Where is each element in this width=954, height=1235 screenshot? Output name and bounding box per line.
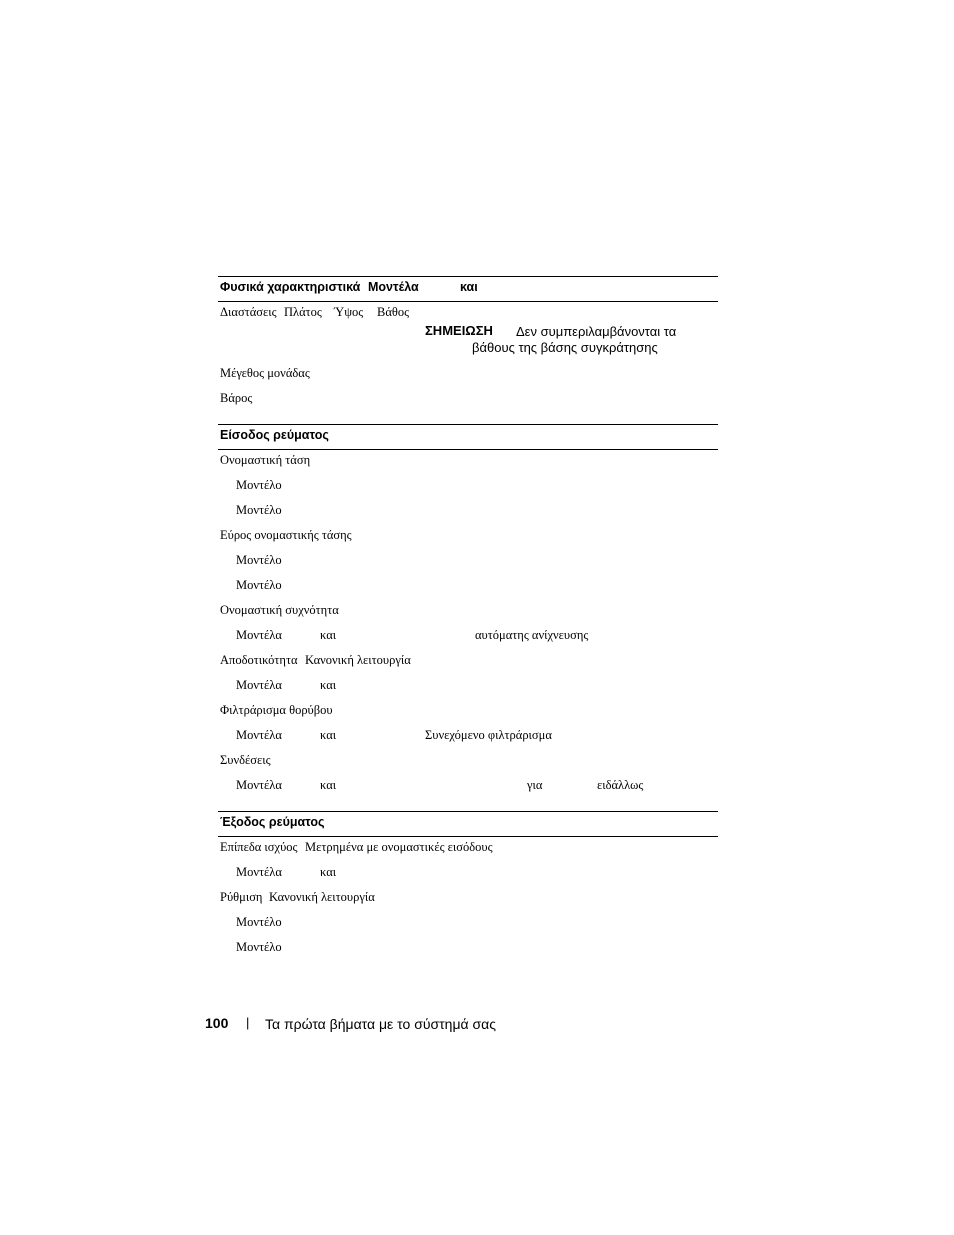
section-rule-output-top <box>218 811 718 812</box>
row-voltage-range: Εύρος ονομαστικής τάσης <box>220 528 352 542</box>
levels-measured: Μετρημένα με ονομαστικές εισόδους <box>305 840 493 854</box>
note-label: ΣΗΜΕΙΩΣΗ <box>425 323 493 338</box>
row-model: Μοντέλο <box>236 478 282 492</box>
row-model: Μοντέλο <box>236 915 282 929</box>
row-weight: Βάρος <box>220 391 253 405</box>
section-rule-input-top <box>218 424 718 425</box>
footer-separator: | <box>246 1015 250 1030</box>
freq-and: και <box>320 628 337 642</box>
footer-title: Τα πρώτα βήματα με το σύστημά σας <box>265 1016 496 1032</box>
conn-otherwise: ειδάλλως <box>597 778 644 792</box>
conn-and: και <box>320 778 337 792</box>
efficiency-normal-op: Κανονική λειτουργία <box>305 653 411 667</box>
dim-width: Πλάτος <box>284 305 322 319</box>
dim-depth: Βάθος <box>377 305 410 319</box>
dim-height: Ύψος <box>334 305 364 319</box>
row-model: Μοντέλο <box>236 940 282 954</box>
regulation-normal-op: Κανονική λειτουργία <box>269 890 375 904</box>
table-top-rule <box>218 276 718 277</box>
section-header-physical: Φυσικά χαρακτηριστικά <box>220 280 361 294</box>
header-rule <box>218 301 718 302</box>
row-efficiency: Αποδοτικότητα <box>220 653 298 667</box>
noise-continuous: Συνεχόμενο φιλτράρισμα <box>425 728 552 742</box>
section-header-power-input: Είσοδος ρεύματος <box>220 428 329 442</box>
row-regulation: Ρύθμιση <box>220 890 263 904</box>
note-line-2: βάθους της βάσης συγκράτησης <box>472 340 658 355</box>
freq-auto-detect: αυτόματης ανίχνευσης <box>475 628 589 642</box>
section-rule-output-bottom <box>218 836 718 837</box>
row-model: Μοντέλο <box>236 553 282 567</box>
freq-models: Μοντέλα <box>236 628 282 642</box>
conn-models: Μοντέλα <box>236 778 282 792</box>
row-dimensions: Διαστάσεις <box>220 305 277 319</box>
row-noise-filter: Φιλτράρισμα θορύβου <box>220 703 333 717</box>
levels-models: Μοντέλα <box>236 865 282 879</box>
row-connections: Συνδέσεις <box>220 753 271 767</box>
section-rule-input-bottom <box>218 449 718 450</box>
note-line-1: Δεν συμπεριλαμβάνονται τα <box>516 324 677 339</box>
noise-models: Μοντέλα <box>236 728 282 742</box>
page-number: 100 <box>205 1015 229 1031</box>
row-power-levels: Επίπεδα ισχύος <box>220 840 298 854</box>
levels-and: και <box>320 865 337 879</box>
row-rated-frequency: Ονομαστική συχνότητα <box>220 603 339 617</box>
row-unit-size: Μέγεθος μονάδας <box>220 366 310 380</box>
header-and: και <box>460 280 478 294</box>
section-header-power-output: Έξοδος ρεύματος <box>220 815 325 829</box>
row-model: Μοντέλο <box>236 578 282 592</box>
row-model: Μοντέλο <box>236 503 282 517</box>
header-models: Μοντέλα <box>368 280 419 294</box>
row-rated-voltage: Ονομαστική τάση <box>220 453 311 467</box>
eff-models: Μοντέλα <box>236 678 282 692</box>
noise-and: και <box>320 728 337 742</box>
eff-and: και <box>320 678 337 692</box>
conn-for: για <box>527 778 543 792</box>
